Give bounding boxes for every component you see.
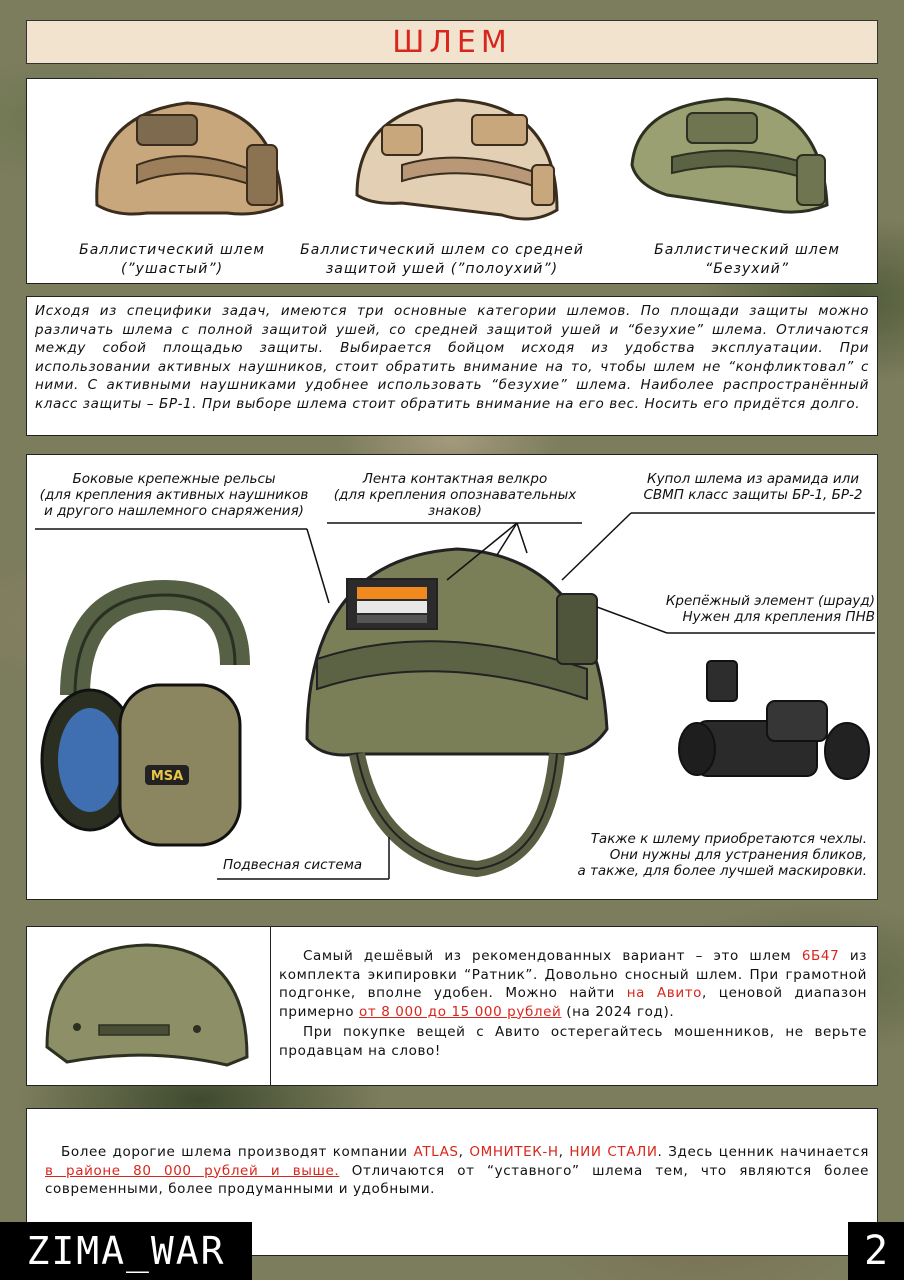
- helmet-eared-image: [77, 85, 297, 235]
- price-range: от 8 000 до 15 000 рублей: [359, 1003, 562, 1020]
- rails-label: Боковые крепежные рельсы (для крепления активных наушников и другого нашлемного снаряжения): [39, 471, 309, 519]
- cheap-option-panel: [26, 926, 878, 1086]
- helmet-earless-image: [617, 85, 837, 235]
- helmet-eared-caption: Баллистический шлем (”ушастый”): [79, 242, 265, 277]
- avito-warning: При покупке вещей с Авито остерегайтесь мошенников, не верьте продавцам на слово!: [279, 1024, 867, 1059]
- brand-nii-stali: НИИ СТАЛИ: [569, 1144, 658, 1160]
- earmuff-brand: MSA: [150, 769, 184, 784]
- cheap-divider: [270, 927, 271, 1085]
- brand-badge: ZIMA_WAR: [0, 1222, 252, 1280]
- helmet-half-eared-image: [342, 85, 572, 235]
- page-number: 2: [848, 1222, 904, 1280]
- page-title: ШЛЕМ: [392, 24, 512, 60]
- expensive-price: в районе 80 000 рублей и выше.: [45, 1162, 340, 1179]
- brand-omnitek: ОМНИТЕК-Н: [469, 1144, 559, 1160]
- helmet-half-eared-caption: Баллистический шлем со средней защитой ушей (”полоухий”): [300, 242, 584, 277]
- intro-panel: [26, 296, 878, 436]
- avito-link: на Авито: [626, 985, 703, 1001]
- covers-label: Также к шлему приобретаются чехлы. Они нужны для устранения бликов, а также, для более лучшей маскировки.: [577, 831, 867, 879]
- brand-atlas: ATLAS: [413, 1144, 459, 1160]
- model-6b47: 6Б47: [801, 948, 840, 964]
- intro-text: Исходя из специфики задач, имеются три основные категории шлемов. По площади защиты можно различать шлема с полной защитой ушей, со средней защитой ушей и “безухие” шлема. Отличаются между собой площадью защиты. Выбирается бойцом исходя из удобства эксплуатации. При использовании активных наушников, стоит обратить внимание на то, чтобы шлем не “конфликтовал” с ними. С активными наушниками удобнее использовать “безухие” шлема. Наиболее распространённый класс защиты – БР-1. При выборе шлема стоит обратить внимание на его вес. Носить его придётся долго.: [35, 303, 869, 412]
- suspension-label: Подвесная система: [223, 857, 363, 873]
- cheap-text: Самый дешёвый из рекомендованных вариант – это шлем 6Б47 из комплекта экипировки “Ратник”. Довольно сносный шлем. При грамотной подгонке, вполне удобен. Можно найти на Авито, ценовой диапазон примерно от 8 000 до 15 000 рублей (на 2024 год). При покупке вещей с Авито остерегайтесь мошенников, не верьте продавцам на слово!: [279, 948, 867, 1059]
- helmet-6b47-image: [37, 937, 257, 1077]
- dome-label: Купол шлема из арамида или СВМП класс защиты БР-1, БР-2: [643, 471, 863, 503]
- shroud-label: Крепёжный элемент (шрауд) Нужен для крепления ПНВ: [665, 593, 875, 625]
- velcro-label: Лента контактная велкро (для крепления опознавательных знаков): [333, 471, 577, 519]
- expensive-text: Более дорогие шлема производят компании ATLAS, ОМНИТЕК-Н, НИИ СТАЛИ. Здесь ценник начинается в районе 80 000 рублей и выше. Отличаются от “уставного” шлема тем, что являются более современными, более продуманными и удобными.: [45, 1144, 870, 1197]
- helmet-types-panel: [26, 78, 878, 284]
- page-title-bar: [26, 20, 878, 64]
- helmet-diagram-panel: [26, 454, 878, 900]
- helmet-earless-caption: Баллистический шлем “Безухий”: [654, 242, 840, 277]
